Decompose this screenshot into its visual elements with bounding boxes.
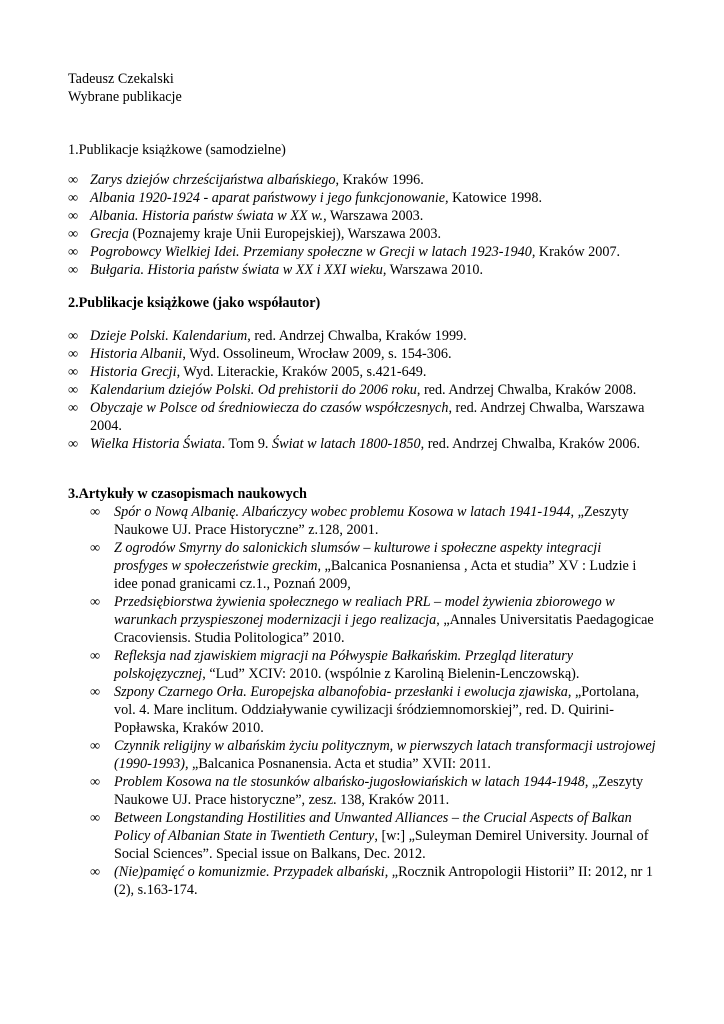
list-item: ∞ Kalendarium dziejów Polski. Od prehistorii do 2006 roku, red. Andrzej Chwalba, Kraków 2008.: [68, 382, 637, 398]
section-3-list: [90, 503, 658, 899]
section-3-title: 3.Artykuły w czasopismach naukowych: [68, 486, 307, 502]
list-item: ∞ Spór o Nową Albanię. Albańczycy wobec problemu Kosowa w latach 1941-1944, „Zeszyty Naukowe UJ. Prace Historyczne” z.128, 2001.: [90, 504, 629, 538]
list-item: ∞ Historia Grecji, Wyd. Literackie, Kraków 2005, s.421-649.: [68, 364, 427, 380]
infinity-bullet-icon: ∞: [68, 346, 79, 362]
list-item: ∞ Dzieje Polski. Kalendarium, red. Andrzej Chwalba, Kraków 1999.: [68, 328, 467, 344]
list-item: ∞ Albania. Historia państw świata w XX w., Warszawa 2003.: [68, 208, 424, 224]
list-item: ∞ Przedsiębiorstwa żywienia społecznego w realiach PRL – model żywienia zbiorowego w warunkach przyspieszonej modernizacji i jego realizacja, „Annales Universitatis Paedagogicae Cracoviensis. Studia Politologica” 2010.: [90, 594, 654, 646]
list-item: ∞ Grecja (Poznajemy kraje Unii Europejskiej), Warszawa 2003.: [68, 226, 442, 242]
list-item: ∞ Pogrobowcy Wielkiej Idei. Przemiany społeczne w Grecji w latach 1923-1940, Kraków 2007.: [68, 244, 621, 260]
infinity-bullet-icon: ∞: [90, 738, 101, 754]
list-item: ∞ Between Longstanding Hostilities and Unwanted Alliances – the Crucial Aspects of Balkan Policy of Albanian State in Twentieth Century, [w:] „Suleyman Demirel University. Journal of Social Sciences”. Special issue on Balkans, Dec. 2012.: [90, 810, 649, 862]
infinity-bullet-icon: ∞: [90, 648, 101, 664]
infinity-bullet-icon: ∞: [68, 400, 79, 416]
infinity-bullet-icon: ∞: [90, 774, 101, 790]
list-item: ∞ Problem Kosowa na tle stosunków albańsko-jugosłowiańskich w latach 1944-1948, „Zeszyty Naukowe UJ. Prace historyczne”, zesz. 138, Kraków 2011.: [90, 774, 644, 808]
infinity-bullet-icon: ∞: [68, 172, 79, 188]
author-name: Tadeusz Czekalski: [68, 71, 174, 87]
infinity-bullet-icon: ∞: [68, 208, 79, 224]
list-item: ∞ Bułgaria. Historia państw świata w XX i XXI wieku, Warszawa 2010.: [68, 262, 484, 278]
list-item: ∞ Obyczaje w Polsce od średniowiecza do czasów współczesnych, red. Andrzej Chwalba, Warszawa 2004.: [68, 400, 645, 434]
list-item: ∞ Historia Albanii, Wyd. Ossolineum, Wrocław 2009, s. 154-306.: [68, 346, 452, 362]
infinity-bullet-icon: ∞: [68, 436, 79, 452]
list-item: ∞ Z ogrodów Smyrny do salonickich slumsów – kulturowe i społeczne aspekty integracji prosfyges w społeczeństwie greckim, „Balcanica Posnaniensa , Acta et studia” XV : Ludzie i idee ponad granicami cz.1., Poznań 2009,: [90, 540, 637, 592]
section-2-list: [68, 327, 668, 453]
infinity-bullet-icon: ∞: [68, 190, 79, 206]
infinity-bullet-icon: ∞: [68, 382, 79, 398]
infinity-bullet-icon: ∞: [68, 244, 79, 260]
infinity-bullet-icon: ∞: [68, 226, 79, 242]
list-item: ∞ Czynnik religijny w albańskim życiu politycznym, w pierwszych latach transformacji ustrojowej (1990-1993), „Balcanica Posnanensia. Acta et studia” XVII: 2011.: [90, 738, 656, 772]
infinity-bullet-icon: ∞: [68, 328, 79, 344]
list-item: ∞ Albania 1920-1924 - aparat państwowy i jego funkcjonowanie, Katowice 1998.: [68, 190, 542, 206]
list-item: ∞ (Nie)pamięć o komunizmie. Przypadek albański, „Rocznik Antropologii Historii” II: 2012, nr 1 (2), s.163-174.: [90, 864, 654, 898]
list-item: ∞ Szpony Czarnego Orła. Europejska albanofobia- przesłanki i ewolucja zjawiska, „Portolana, vol. 4. Mare inclitum. Oddziaływanie cywilizacji śródziemnomorskiej”, red. D. Quirini-Popławska, Kraków 2010.: [90, 684, 640, 736]
document-header: [68, 70, 182, 106]
infinity-bullet-icon: ∞: [90, 594, 101, 610]
section-2-title: 2.Publikacje książkowe (jako współautor): [68, 295, 321, 311]
infinity-bullet-icon: ∞: [68, 262, 79, 278]
infinity-bullet-icon: ∞: [90, 684, 101, 700]
list-item: ∞ Zarys dziejów chrześcijaństwa albańskiego, Kraków 1996.: [68, 172, 424, 188]
infinity-bullet-icon: ∞: [90, 810, 101, 826]
document-subtitle: Wybrane publikacje: [68, 89, 182, 105]
infinity-bullet-icon: ∞: [90, 540, 101, 556]
infinity-bullet-icon: ∞: [90, 504, 101, 520]
infinity-bullet-icon: ∞: [90, 864, 101, 880]
section-1-title: 1.Publikacje książkowe (samodzielne): [68, 142, 286, 158]
list-item: ∞ Refleksja nad zjawiskiem migracji na Półwyspie Bałkańskim. Przegląd literatury polskojęzycznej, “Lud” XCIV: 2010. (wspólnie z Karoliną Bielenin-Lenczowską).: [90, 648, 580, 682]
section-1-list: [68, 171, 668, 279]
list-item: ∞ Wielka Historia Świata. Tom 9. Świat w latach 1800-1850, red. Andrzej Chwalba, Kraków 2006.: [68, 436, 641, 452]
infinity-bullet-icon: ∞: [68, 364, 79, 380]
